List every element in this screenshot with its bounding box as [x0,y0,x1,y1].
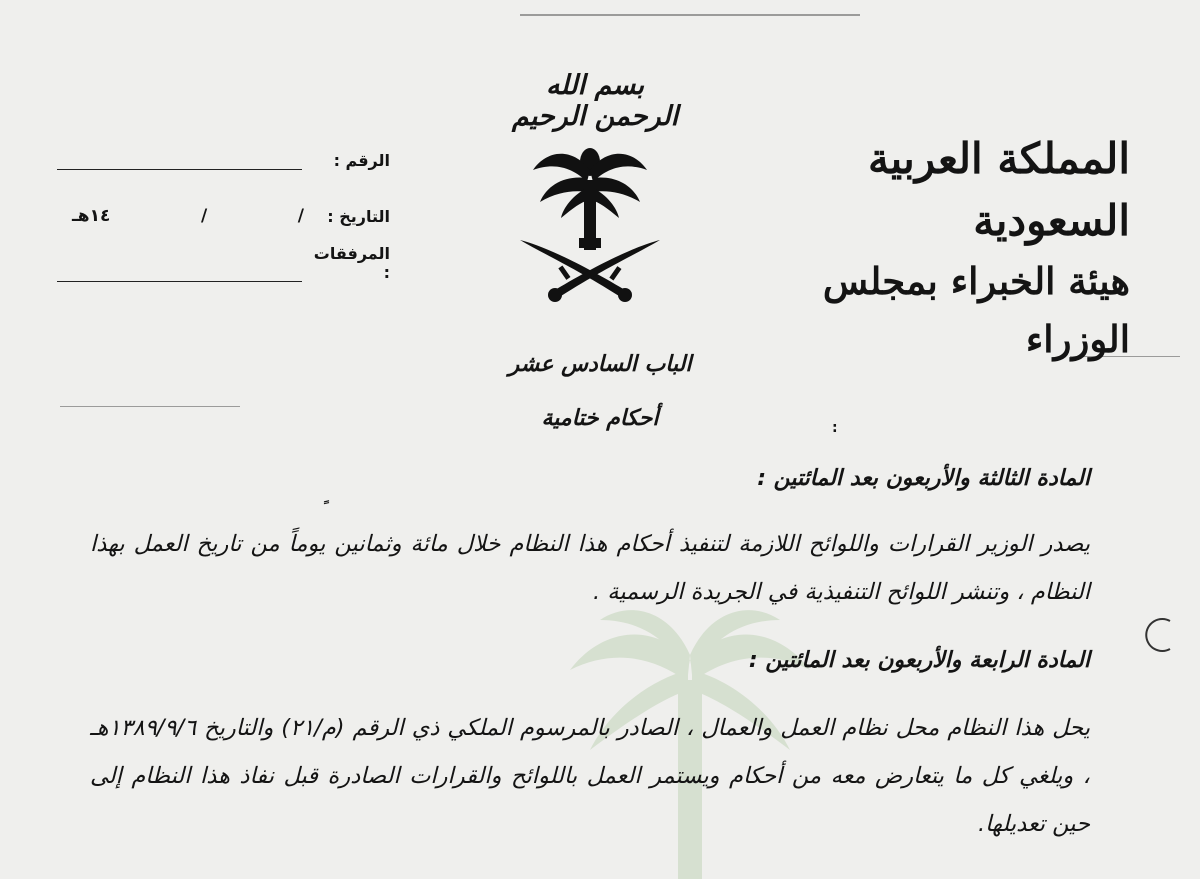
date-separator: / [200,206,208,226]
organization-header [730,128,1130,368]
date-separator: / [297,206,304,226]
kingdom-name: المملكة العربية السعودية [867,134,1130,245]
number-label: الرقم : [333,151,390,170]
attachments-blank-line [57,267,302,282]
saudi-emblem-icon [515,140,665,305]
date-label: التاريخ : [327,207,390,226]
number-blank-line [57,155,302,170]
date-year-suffix: ١٤هـ [72,206,111,226]
article-title: المادة الثالثة والأربعون بعد المائتين : [757,466,1090,491]
chapter-title: الباب السادس عشر [508,352,692,377]
date-row [50,196,390,226]
scan-artifact-line [520,14,860,16]
date-fields [50,206,308,226]
article-body: يحل هذا النظام محل نظام العمل والعمال ، الصادر بالمرسوم الملكي ذي الرقم (م/٢١) والتاريخ ١٣٨٩/٩/٦هـ ، ويلغي كل ما يتعارض معه من أحكام ويستمر العمل باللوائح والقرارات الصادرة قبل نفاذ هذا النظام إلى حين تعديلها. [90,715,1090,837]
article-body: يصدر الوزير القرارات واللوائح اللازمة لتنفيذ أحكام هذا النظام خلال مائة وثمانين يوماً من تاريخ العمل بهذا النظام ، وتنشر اللوائح التنفيذية في الجريدة الرسمية . [90,531,1090,605]
attachments-row [50,244,390,282]
attachments-label: المرفقات : [313,244,390,282]
article-title: المادة الرابعة والأربعون بعد المائتين : [748,648,1090,673]
authority-name: هيئة الخبراء بمجلس الوزراء [822,259,1130,361]
chapter-subtitle: أحكام ختامية [541,406,659,431]
number-row [50,140,390,170]
scan-speck: : [832,420,838,436]
hole-punch-mark-icon [1140,615,1180,655]
basmala: بسم الله الرحمن الرحيم [511,70,679,132]
